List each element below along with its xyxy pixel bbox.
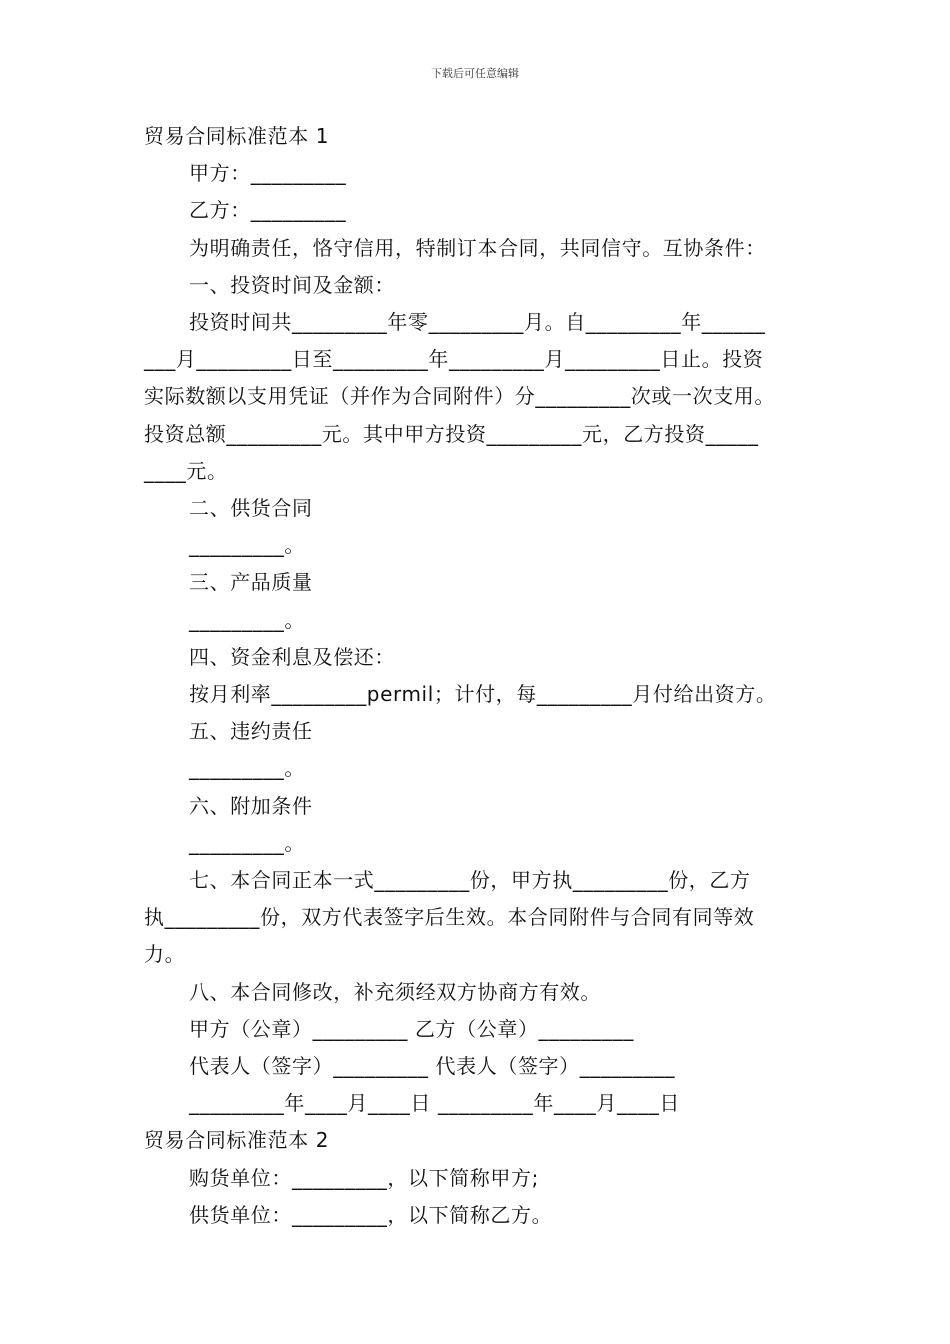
buyer-line: 购货单位：_________，以下简称甲方; [189,1165,539,1190]
section-1-line-2: ___月_________日至_________年_________月_________日止。投资 [144,347,764,372]
section-8-line: 八、本合同修改，补充须经双方协商方有效。 [189,979,601,1004]
section-4-line: 按月利率_________permil；计付，每_________月付给出资方。 [189,682,777,707]
date-line: _________年____月____日 _________年____月____日 [189,1091,680,1116]
party-a-line: 甲方：_________ [189,161,347,186]
section-6-heading: 六、附加条件 [189,793,313,818]
section-5-blank: _________。 [189,756,305,781]
supplier-line: 供货单位：_________，以下简称乙方。 [189,1202,553,1227]
title-1: 贸易合同标准范本 1 [144,124,330,148]
section-1-line-1: 投资时间共_________年零_________月。自_________年______ [189,310,766,335]
section-1-line-5: ____元。 [144,458,228,483]
section-1-heading: 一、投资时间及金额： [189,272,395,297]
section-7-line-2: 执_________份，双方代表签字后生效。本合同附件与合同有同等效 [144,905,755,930]
section-6-blank: _________。 [189,830,305,855]
section-5-heading: 五、违约责任 [189,719,313,744]
document-body [144,118,820,1234]
section-3-heading: 三、产品质量 [189,570,313,595]
party-b-line: 乙方：_________ [189,198,347,223]
intro-paragraph: 为明确责任，恪守信用，特制订本合同，共同信守。互协条件： [189,235,766,260]
signature-line: 代表人（签字）_________ 代表人（签字）_________ [189,1054,676,1079]
section-4-heading: 四、资金利息及偿还： [189,644,395,669]
section-1-line-3: 实际数额以支用凭证（并作为合同附件）分_________次或一次支用。 [144,384,775,409]
section-7-line-1: 七、本合同正本一式_________份，甲方执_________份，乙方 [189,868,751,893]
section-2-blank: _________。 [189,533,305,558]
page-header [0,66,950,82]
section-3-blank: _________。 [189,607,305,632]
section-1-line-4: 投资总额_________元。其中甲方投资_________元，乙方投资_____ [144,421,759,446]
section-7-line-3: 力。 [144,942,186,967]
section-2-heading: 二、供货合同 [189,496,313,521]
seal-line: 甲方（公章）_________ 乙方（公章）_________ [189,1016,634,1041]
title-2: 贸易合同标准范本 2 [144,1128,330,1153]
page-header-text: 下载后可任意编辑 [431,67,519,80]
